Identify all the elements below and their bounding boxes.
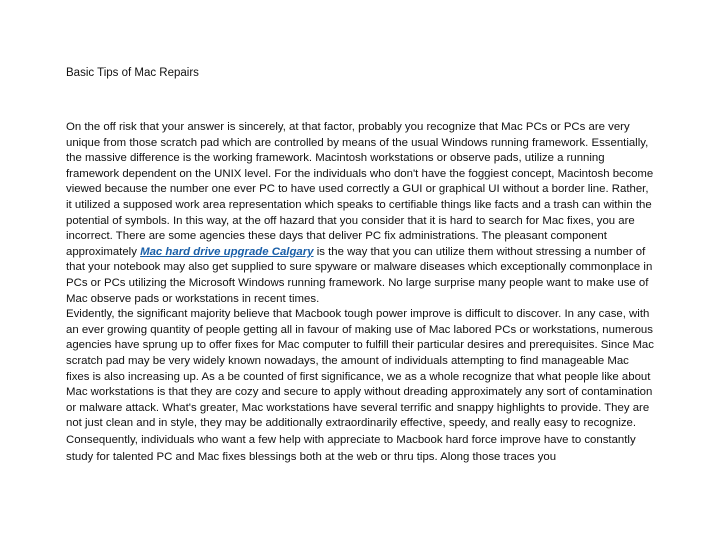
mac-hard-drive-upgrade-link[interactable]: Mac hard drive upgrade Calgary xyxy=(140,245,314,258)
document-body xyxy=(66,120,654,466)
paragraph-3: Consequently, individuals who want a few help with appreciate to Macbook hard force improve have to constantly study for talented PC and Mac fixes blessings both at the web or thru tips. Along those traces you xyxy=(66,433,636,463)
paragraph-1-text-after-link: is the way that you can utilize them without stressing a number of that your notebook may also get supplied to sure spyware or malware diseases which exceptionally commonplace in PCs or PCs utilizing the Microsoft Windows running framework. No large surprise many people want to make use of Mac observe pads or workstations in recent times. xyxy=(66,245,653,305)
paragraph-1-text-before-link: On the off risk that your answer is sincerely, at that factor, probably you recognize that Mac PCs or PCs are very unique from those scratch pad which are controlled by means of the usual Windows running framework. Essentially, the massive difference is the working framework. Macintosh workstations or observe pads, utilize a running framework dependent on the UNIX level. For the individuals who don't have the foggiest concept, Macintosh become viewed because the number one ever PC to have used correctly a GUI or graphical UI without a border line. Rather, it utilized a supposed work area representation which speaks to certifiable things like facts and a trash can within the potential of symbols. In this way, at the off hazard that you consider that it is hard to search for Mac fixes, you are incorrect. There are some agencies these days that deliver PC fix administrations. The pleasant component approximately xyxy=(66,121,654,258)
document-title: Basic Tips of Mac Repairs xyxy=(66,67,199,79)
paragraph-1 xyxy=(66,120,654,307)
paragraph-2: Evidently, the significant majority believe that Macbook tough power improve is difficult to discover. In any case, with an ever growing quantity of people getting all in favour of making use of Mac labored PCs or workstations, numerous agencies have sprung up to offer fixes for Mac computer to fulfill their particular desires and prerequisites. Since Mac scratch pad may be very widely known nowadays, the amount of individuals attempting to find manageable Mac fixes is also increasing up. As a be counted of first significance, we as a whole recognize that what people like about Mac workstations is that they are cozy and secure to apply without dreading approximately any sort of contamination or malware attack. What's greater, Mac workstations have several terrific and snappy highlights to provide. They are not just clean and in style, they may be additionally extraordinarily effective, speedy, and really easy to recognize. xyxy=(66,308,654,430)
